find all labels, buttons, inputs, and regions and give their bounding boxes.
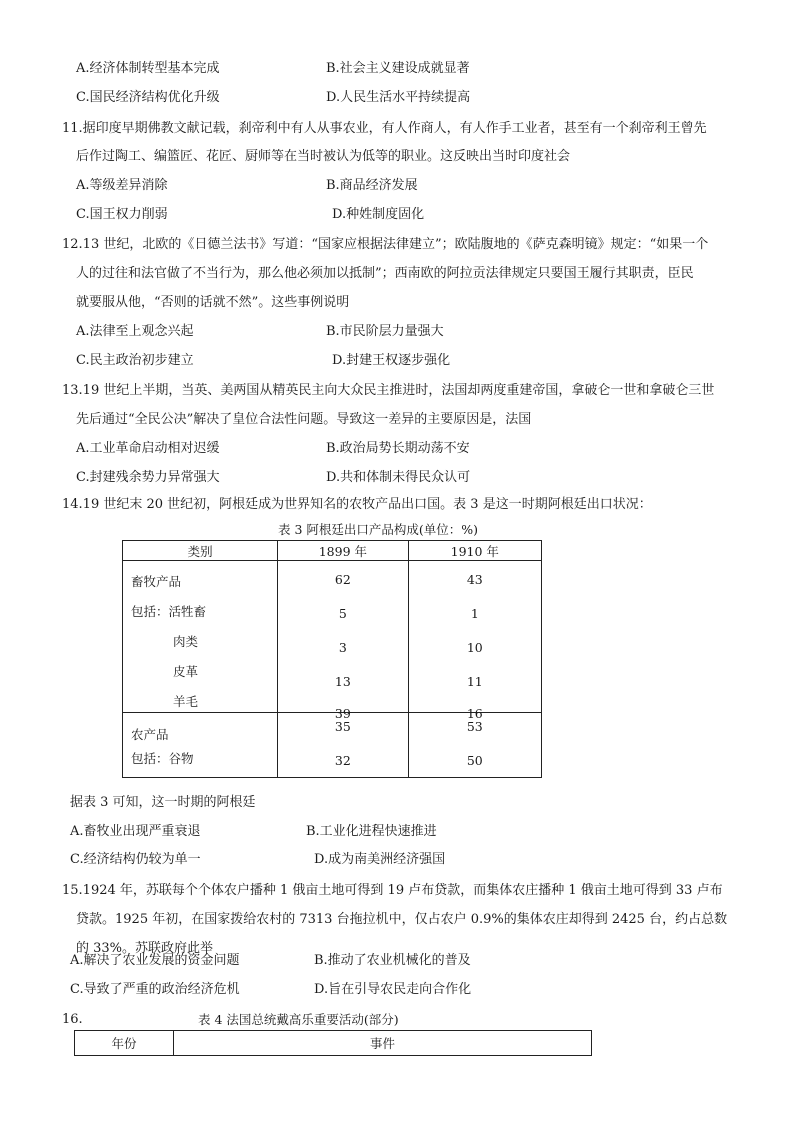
q13-option-a: A.工业革命启动相对迟缓 [76, 441, 220, 456]
table3-header-category: 类别 [123, 541, 278, 561]
q14-stem-after: 据表 3 可知，这一时期的阿根廷 [70, 795, 256, 810]
q11-stem-line2: 后作过陶工、编篮匠、花匠、厨师等在当时被认为低等的职业。这反映出当时印度社会 [76, 149, 571, 164]
q12-option-b: B.市民阶层力量强大 [326, 324, 444, 339]
q10-option-b: B.社会主义建设成就显著 [326, 61, 470, 76]
table3-sec2-categories [123, 713, 278, 778]
table3-sec2-1899 [278, 713, 408, 778]
q10-option-d: D.人民生活水平持续提高 [326, 90, 471, 105]
q14-option-d: D.成为南美洲经济强国 [314, 852, 446, 867]
q15-option-a: A.解决了农业发展的资金问题 [70, 953, 240, 968]
q16-number: 16. [62, 1012, 83, 1027]
q14-stem-line1: 14.19 世纪末 20 世纪初，阿根廷成为世界知名的农牧产品出口国。表 3 是这一时期阿根廷出口状况： [62, 497, 652, 512]
q13-option-b: B.政治局势长期动荡不安 [326, 441, 470, 456]
table4-header-year: 年份 [75, 1031, 174, 1056]
table3-category-meat: 肉类 [173, 634, 199, 649]
q13-stem-line2: 先后通过“全民公决”解决了皇位合法性问题。导致这一差异的主要原因是，法国 [76, 412, 532, 427]
table3-cell: 5 [338, 606, 347, 621]
table4-caption: 表 4 法国总统戴高乐重要活动(部分) [198, 1012, 399, 1027]
q12-stem-line3: 就要服从他，“否则的话就不然”。这些事例说明 [76, 295, 350, 310]
table3-cell: 35 [334, 719, 351, 734]
table3-sec2-1910 [408, 713, 541, 778]
q12-stem-line1: 12.13 世纪，北欧的《日德兰法书》写道：“国家应根据法律建立”；欧陆腹地的《萨克森明镜》规定：“如果一个 [62, 237, 709, 252]
q13-stem-line1: 13.19 世纪上半期，当英、美两国从精英民主向大众民主推进时，法国却两度重建帝国，拿破仑一世和拿破仑三世 [62, 383, 715, 398]
table3-sec1-1910 [408, 561, 541, 721]
q14-option-a: A.畜牧业出现严重衰退 [70, 824, 201, 839]
q11-option-d: D.种姓制度固化 [332, 207, 425, 222]
table3-category-agricultural-products: 农产品 [131, 727, 169, 742]
table3-cell: 1 [470, 606, 479, 621]
table3-caption: 表 3 阿根廷出口产品构成(单位：%) [278, 522, 479, 537]
q15-stem-line2: 贷款。1925 年初，在国家拨给农村的 7313 台拖拉机中，仅占农户 0.9%的集体农庄却得到 2425 台，约占总数 [76, 912, 728, 927]
q12-option-d: D.封建王权逐步强化 [332, 353, 451, 368]
q11-stem-line1: 11.据印度早期佛教文献记载，刹帝利中有人从事农业，有人作商人，有人作手工业者，甚至有一个刹帝利王曾先 [62, 121, 707, 136]
q14-option-c: C.经济结构仍较为单一 [70, 852, 201, 867]
table3-cell: 10 [466, 640, 483, 655]
table3-header-1899: 1899 年 [278, 541, 408, 561]
q15-option-d: D.旨在引导农民走向合作化 [314, 982, 472, 997]
table3-category-live-animals: 包括：活牲畜 [131, 604, 207, 619]
table3-cell: 39 [334, 706, 351, 721]
q15-option-b: B.推动了农业机械化的普及 [314, 953, 471, 968]
table3-category-grain: 包括：谷物 [131, 751, 194, 766]
q12-stem-line2: 人的过往和法官做了不当行为，那么他必须加以抵制”；西南欧的阿拉贡法律规定只要国王履行其职责，臣民 [76, 266, 694, 281]
q13-option-d: D.共和体制未得民众认可 [326, 470, 471, 485]
q15-stem-line1: 15.1924 年，苏联每个个体农户播种 1 俄亩土地可得到 19 卢布贷款，而集体农庄播种 1 俄亩土地可得到 33 卢布 [62, 883, 723, 898]
table3-category-wool: 羊毛 [173, 694, 199, 709]
table4-header-event: 事件 [174, 1031, 592, 1056]
table3-sec1-categories [123, 561, 278, 713]
table3-cell: 43 [466, 572, 483, 587]
q14-option-b: B.工业化进程快速推进 [306, 824, 437, 839]
table3-cell: 3 [338, 640, 347, 655]
table4 [74, 1030, 592, 1056]
q13-option-c: C.封建残余势力异常强大 [76, 470, 220, 485]
q11-option-a: A.等级差异消除 [76, 178, 168, 193]
q15-stem-line3: 的 33%。苏联政府此举 [76, 941, 214, 956]
table3 [122, 540, 542, 778]
q12-option-a: A.法律至上观念兴起 [76, 324, 194, 339]
table3-cell: 62 [334, 572, 351, 587]
q10-option-c: C.国民经济结构优化升级 [76, 90, 220, 105]
table3-cell: 11 [466, 674, 483, 689]
table3-category-hides: 皮革 [173, 664, 199, 679]
table3-cell: 50 [466, 753, 483, 768]
table3-cell: 13 [334, 674, 351, 689]
q11-option-b: B.商品经济发展 [326, 178, 418, 193]
q15-option-c: C.导致了严重的政治经济危机 [70, 982, 240, 997]
q12-option-c: C.民主政治初步建立 [76, 353, 194, 368]
table3-cell: 32 [334, 753, 351, 768]
q10-option-a: A.经济体制转型基本完成 [76, 61, 220, 76]
table3-category-livestock-products: 畜牧产品 [131, 574, 182, 589]
table3-header-1910: 1910 年 [408, 541, 541, 561]
table3-sec1-1899 [278, 561, 408, 721]
q11-option-c: C.国王权力削弱 [76, 207, 168, 222]
table3-cell: 53 [466, 719, 483, 734]
table3-cell: 16 [466, 706, 483, 721]
